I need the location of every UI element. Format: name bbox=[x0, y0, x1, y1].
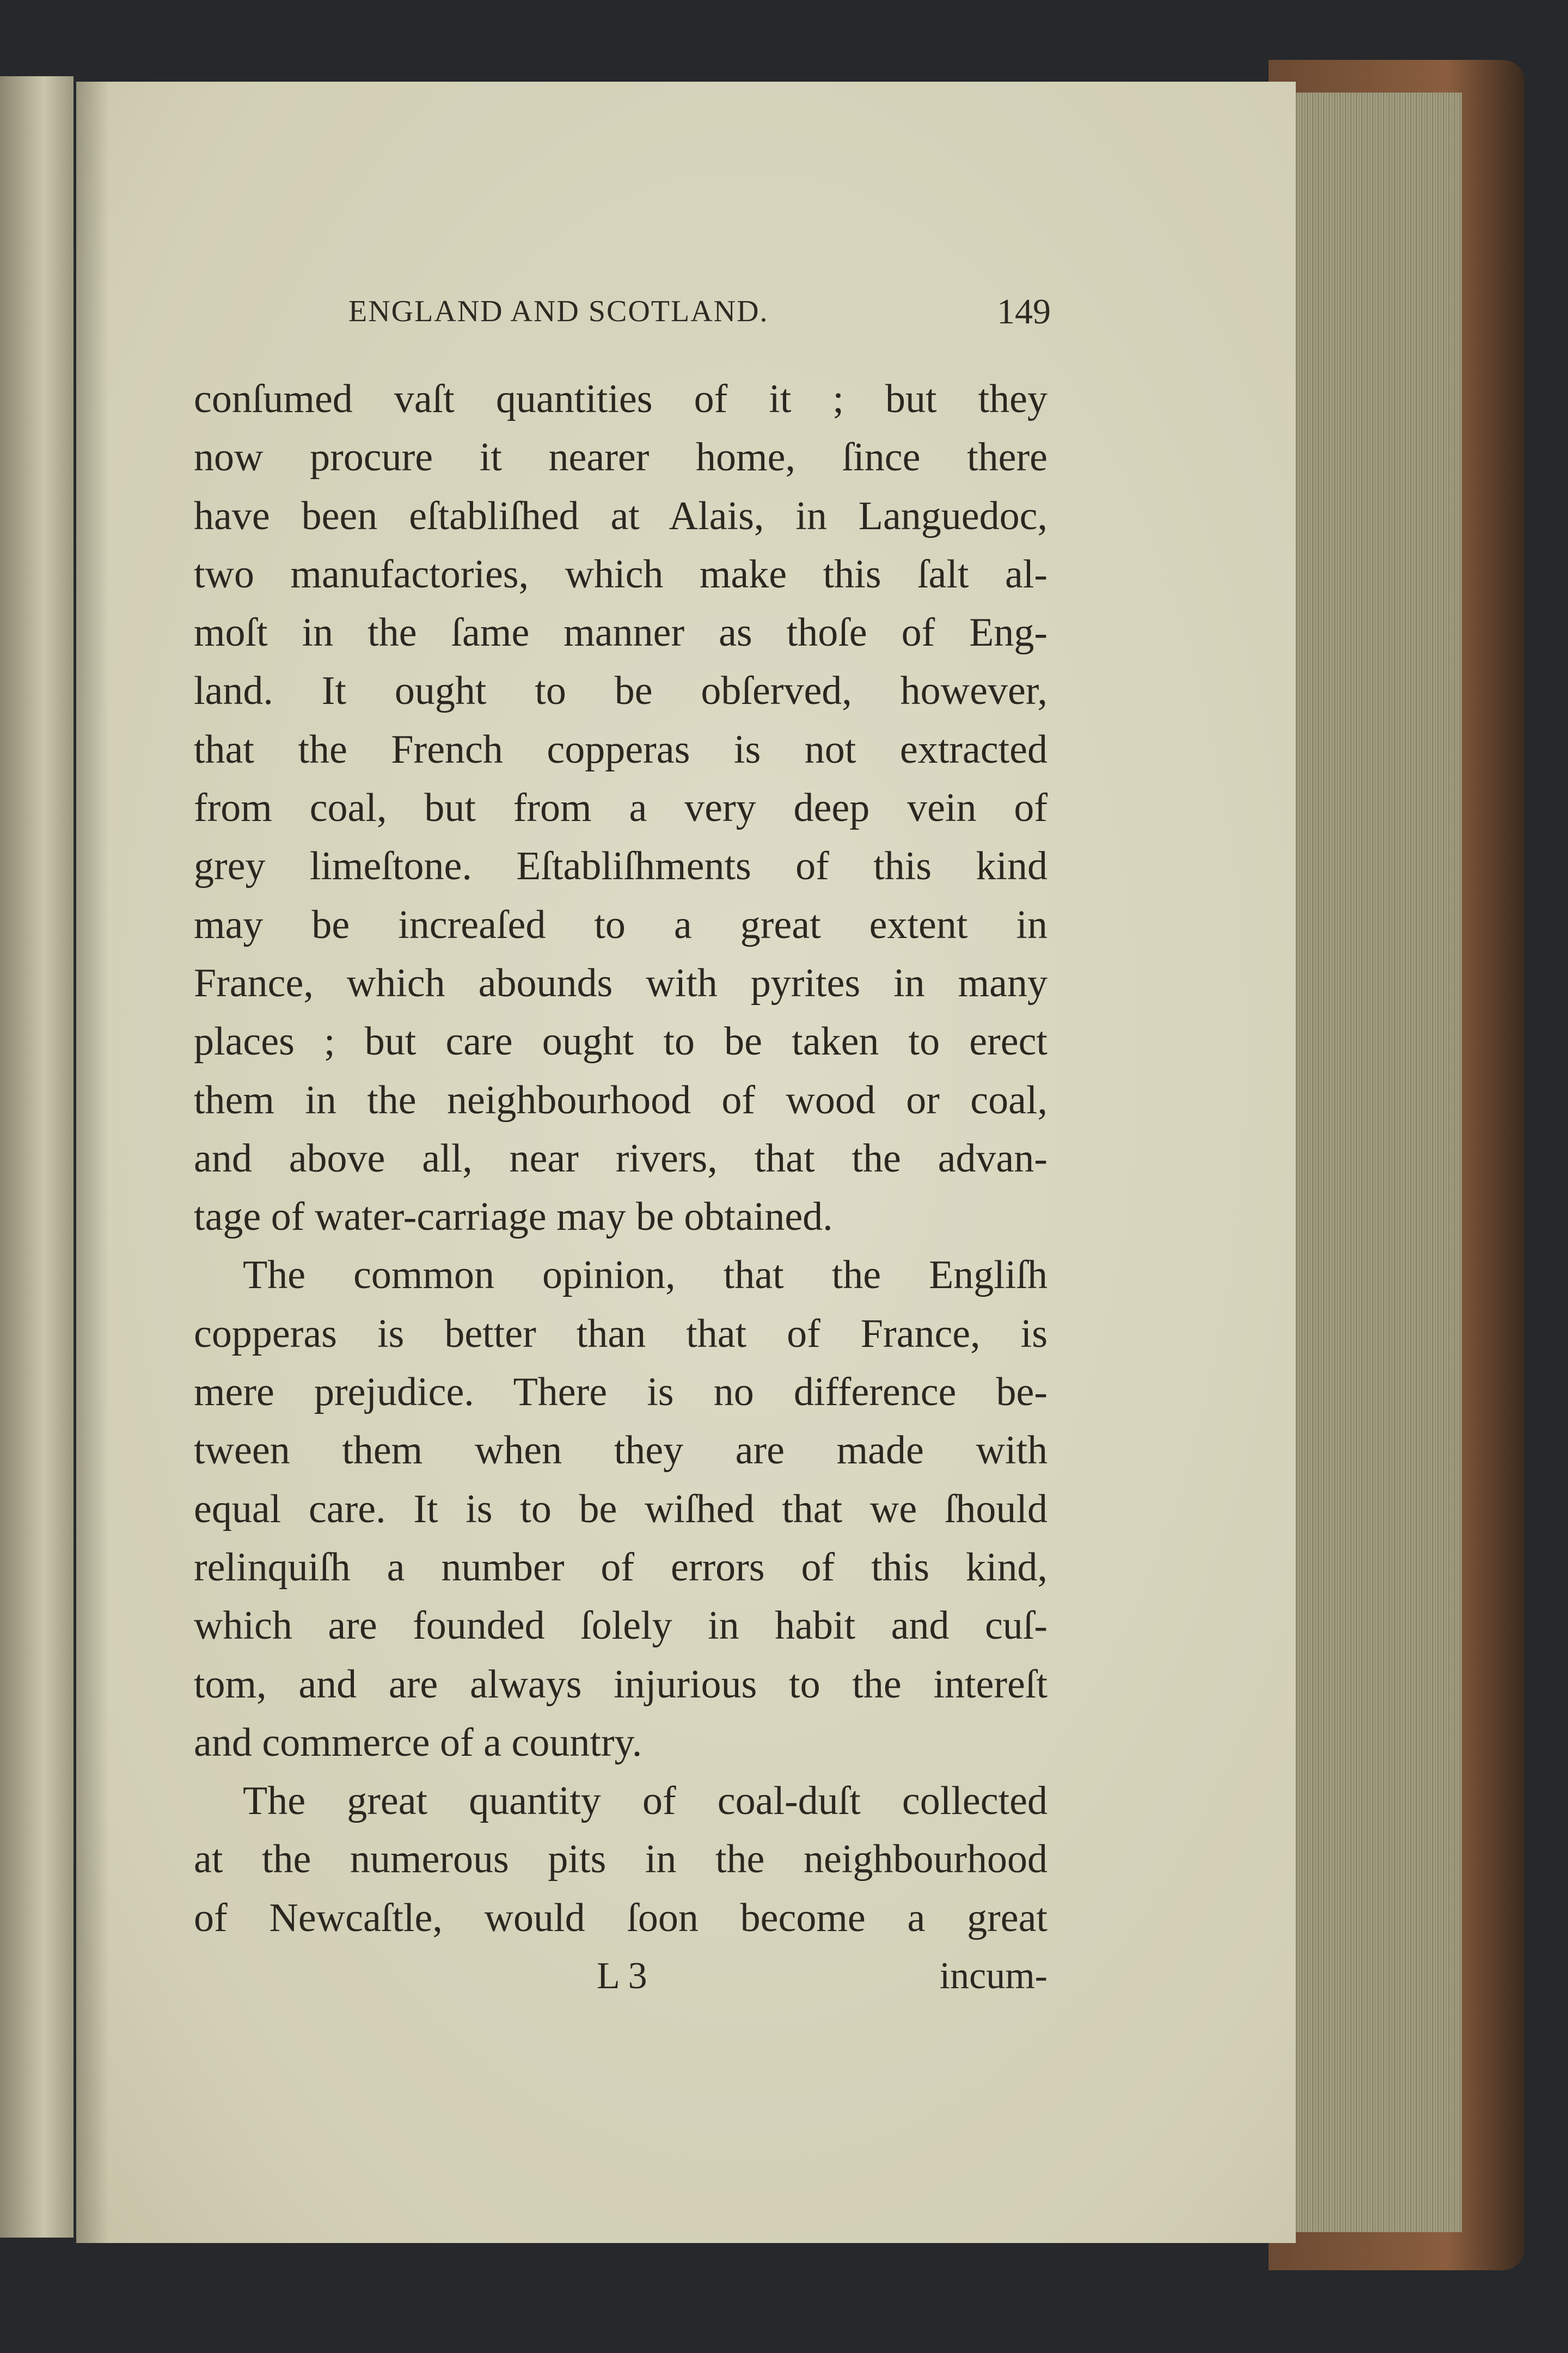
page-number: 149 bbox=[997, 292, 1051, 332]
text-line: land. It ought to be obſerved, however, bbox=[194, 669, 1048, 714]
text-line: from coal, but from a very deep vein of bbox=[194, 786, 1048, 831]
text-line: The great quantity of coal-duſt collected bbox=[243, 1779, 1048, 1824]
running-title: ENGLAND AND SCOTLAND. bbox=[348, 295, 769, 328]
page-fore-edge bbox=[1274, 93, 1462, 2232]
text-line: equal care. It is to be wiſhed that we ſhould bbox=[194, 1486, 1048, 1531]
text-line: now procure it nearer home, ſince there bbox=[194, 435, 1048, 480]
text-line: moſt in the ſame manner as thoſe of Eng- bbox=[194, 610, 1048, 655]
text-line: The common opinion, that the Engliſh bbox=[243, 1253, 1048, 1298]
text-line: mere prejudice. There is no difference be- bbox=[194, 1370, 1048, 1415]
text-line: have been eſtabliſhed at Alais, in Languedoc, bbox=[194, 493, 1048, 538]
text-line: tage of water-carriage may be obtained. bbox=[194, 1194, 833, 1240]
text-line: them in the neighbourhood of wood or coal, bbox=[194, 1077, 1048, 1123]
text-line: and above all, near rivers, that the advan- bbox=[194, 1136, 1048, 1181]
text-line: and commerce of a country. bbox=[194, 1720, 642, 1765]
text-line: conſumed vaſt quantities of it ; but they bbox=[194, 377, 1048, 421]
text-line: copperas is better than that of France, is bbox=[194, 1311, 1048, 1356]
text-line: at the numerous pits in the neighbourhood bbox=[194, 1837, 1048, 1882]
page-footer bbox=[194, 1954, 1048, 2009]
page-gutter-shadow bbox=[76, 82, 109, 2243]
text-line: which are founded ſolely in habit and cuſ- bbox=[194, 1603, 1048, 1649]
facing-page-edge bbox=[0, 76, 74, 2238]
text-line: tween them when they are made with bbox=[194, 1428, 1048, 1473]
text-line: grey limeſtone. Eſtabliſhments of this kind bbox=[194, 844, 1048, 889]
text-line: places ; but care ought to be taken to erect bbox=[194, 1019, 1048, 1064]
signature-mark: L 3 bbox=[597, 1955, 647, 1997]
page-header bbox=[348, 294, 1051, 343]
text-line: France, which abounds with pyrites in many bbox=[194, 960, 1048, 1006]
text-line: two manufactories, which make this ſalt al- bbox=[194, 552, 1048, 597]
text-line: relinquiſh a number of errors of this kind, bbox=[194, 1545, 1048, 1590]
text-line: tom, and are always injurious to the intereſt bbox=[194, 1662, 1048, 1707]
text-line: may be increaſed to a great extent in bbox=[194, 902, 1048, 947]
page-body-text bbox=[194, 370, 1048, 1947]
text-line: that the French copperas is not extracted bbox=[194, 727, 1048, 772]
text-line: of Newcaſtle, would ſoon become a great bbox=[194, 1895, 1048, 1940]
catchword: incum- bbox=[939, 1955, 1048, 1997]
